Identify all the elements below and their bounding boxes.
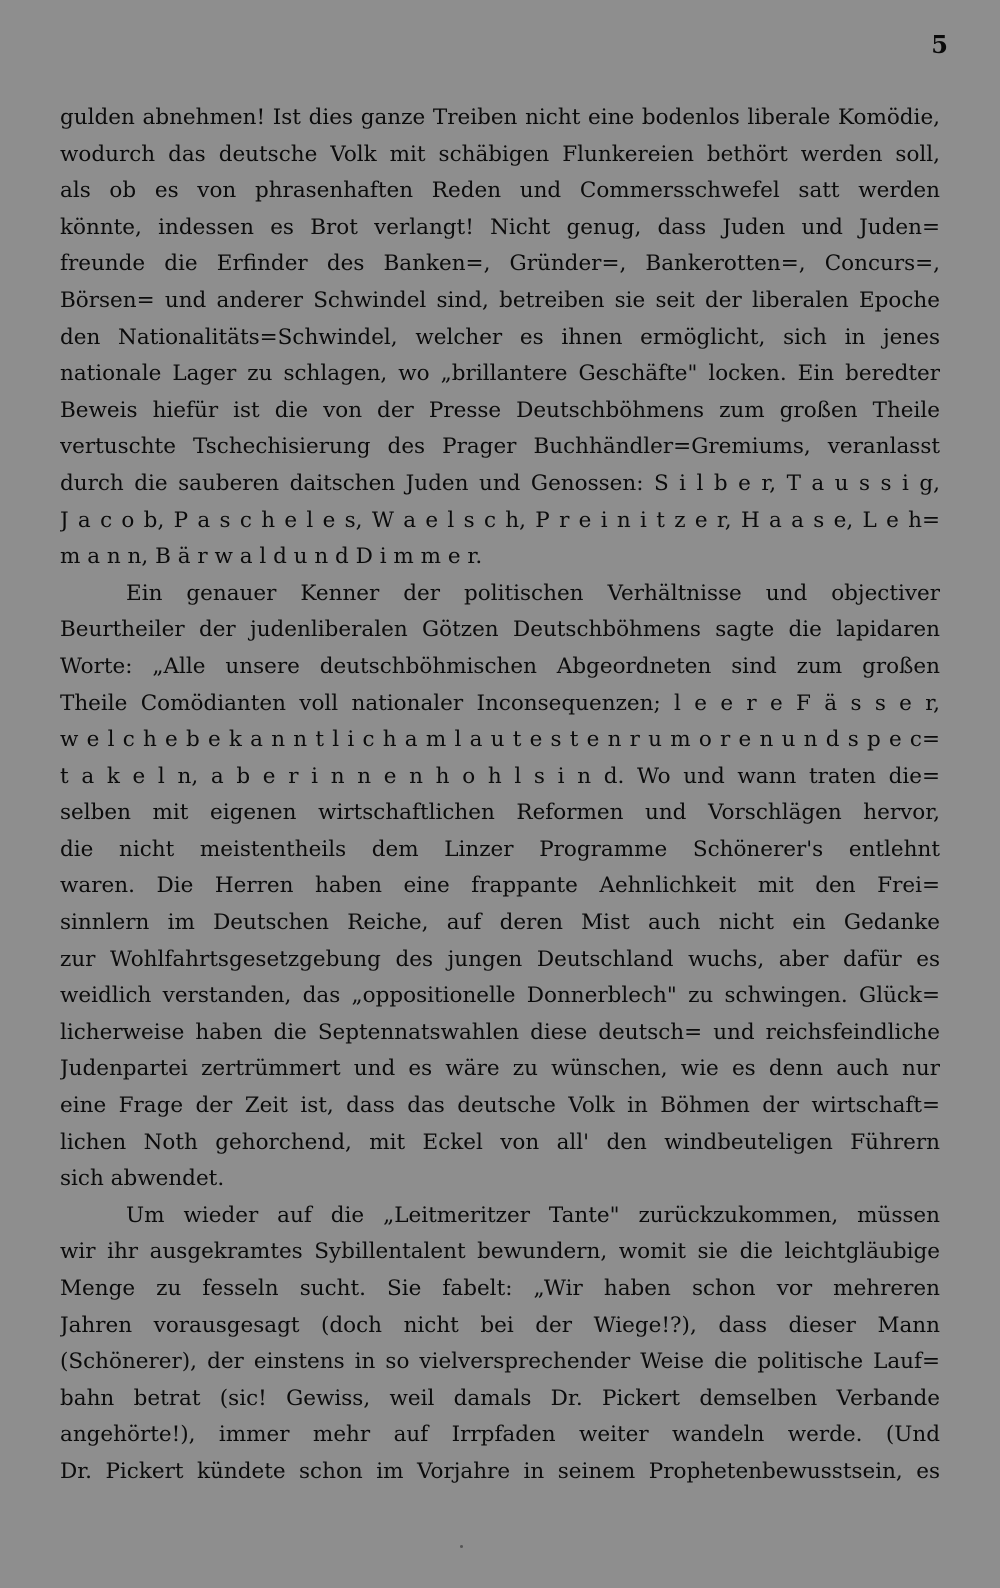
text-line: Dr. Pickert kündete schon im Vorjahre in seinem Prophetenbewusstsein, es <box>60 1458 940 1484</box>
text-line: vertuschte Tschechisierung des Prager Buchhändler=Gremiums, veranlasst <box>60 434 940 460</box>
text-line: Worte: „Alle unsere deutschböhmischen Abgeordneten sind zum großen <box>60 653 940 679</box>
text-line: t a k e l n, a b e r i n n e n h o h l s i n d. Wo und wann traten die= <box>60 763 940 789</box>
text-line: waren. Die Herren haben eine frappante Aehnlichkeit mit den Frei= <box>60 873 940 899</box>
text-line: durch die sauberen daitschen Juden und Genossen: S i l b e r, T a u s s i g, <box>60 470 940 496</box>
text-line: gulden abnehmen! Ist dies ganze Treiben nicht eine bodenlos liberale Komödie, <box>60 105 940 130</box>
text-line: sinnlern im Deutschen Reiche, auf deren Mist auch nicht ein Gedanke <box>60 910 940 936</box>
text-line: w e l c h e b e k a n n t l i c h a m l a u t e s t e n r u m o r e n u n d s p e c= <box>60 727 940 753</box>
text-line: freunde die Erfinder des Banken=, Gründer=, Bankerotten=, Concurs=, <box>60 251 940 277</box>
text-line: Um wieder auf die „Leitmeritzer Tante" zurückzukommen, müssen <box>126 1202 940 1228</box>
text-line: J a c o b, P a s c h e l e s, W a e l s c h, P r e i n i t z e r, H a a s e, L e h= <box>60 507 940 533</box>
text-line: die nicht meistentheils dem Linzer Programme Schönerer's entlehnt <box>60 836 940 862</box>
text-line: Beurtheiler der judenliberalen Götzen Deutschböhmens sagte die lapidaren <box>60 617 940 643</box>
text-line: sich abwendet. <box>60 1166 225 1192</box>
text-line: weidlich verstanden, das „oppositionelle Donnerblech" zu schwingen. Glück= <box>60 983 940 1009</box>
text-line: Menge zu fesseln sucht. Sie fabelt: „Wir haben schon vor mehreren <box>60 1276 940 1301</box>
print-speck <box>460 1545 463 1548</box>
text-line: zur Wohlfahrtsgesetzgebung des jungen Deutschland wuchs, aber dafür es <box>60 946 940 972</box>
text-line: Ein genauer Kenner der politischen Verhältnisse und objectiver <box>126 580 940 606</box>
page-number: 5 <box>931 30 948 59</box>
text-line: wodurch das deutsche Volk mit schäbigen Flunkereien bethört werden soll, <box>60 141 940 167</box>
text-line: Börsen= und anderer Schwindel sind, betreiben sie seit der liberalen Epoche <box>60 287 940 313</box>
text-line: Jahren vorausgesagt (doch nicht bei der Wiege!?), dass dieser Mann <box>60 1312 940 1338</box>
text-line: nationale Lager zu schlagen, wo „brillantere Geschäfte" locken. Ein beredter <box>60 361 940 387</box>
text-line: als ob es von phrasenhaften Reden und Commersschwefel satt werden <box>60 178 940 204</box>
text-line: licherweise haben die Septennatswahlen diese deutsch= und reichsfeindliche <box>60 1019 940 1045</box>
text-line: m a n n, B ä r w a l d u n d D i m m e r. <box>60 544 483 570</box>
text-line: Beweis hiefür ist die von der Presse Deutschböhmens zum großen Theile <box>60 397 940 423</box>
text-line: eine Frage der Zeit ist, dass das deutsche Volk in Böhmen der wirtschaft= <box>60 1093 940 1119</box>
text-line: angehörte!), immer mehr auf Irrpfaden weiter wandeln werde. (Und <box>60 1422 940 1448</box>
text-line: den Nationalitäts=Schwindel, welcher es ihnen ermöglicht, sich in jenes <box>60 324 940 350</box>
text-line: selben mit eigenen wirtschaftlichen Reformen und Vorschlägen hervor, <box>60 800 940 826</box>
text-line: bahn betrat (sic! Gewiss, weil damals Dr. Pickert demselben Verbande <box>60 1385 940 1411</box>
text-line: Theile Comödianten voll nationaler Inconsequenzen; l e e r e F ä s s e r, <box>60 690 940 716</box>
text-line: Judenpartei zertrümmert und es wäre zu wünschen, wie es denn auch nur <box>60 1056 940 1082</box>
body-text <box>60 100 940 1491</box>
text-line: wir ihr ausgekramtes Sybillentalent bewundern, womit sie die leichtgläubige <box>60 1239 940 1265</box>
text-line: lichen Noth gehorchend, mit Eckel von all' den windbeuteligen Führern <box>60 1129 940 1155</box>
text-line: (Schönerer), der einstens in so vielversprechender Weise die politische Lauf= <box>60 1349 940 1375</box>
text-line: könnte, indessen es Brot verlangt! Nicht genug, dass Juden und Juden= <box>60 214 940 240</box>
